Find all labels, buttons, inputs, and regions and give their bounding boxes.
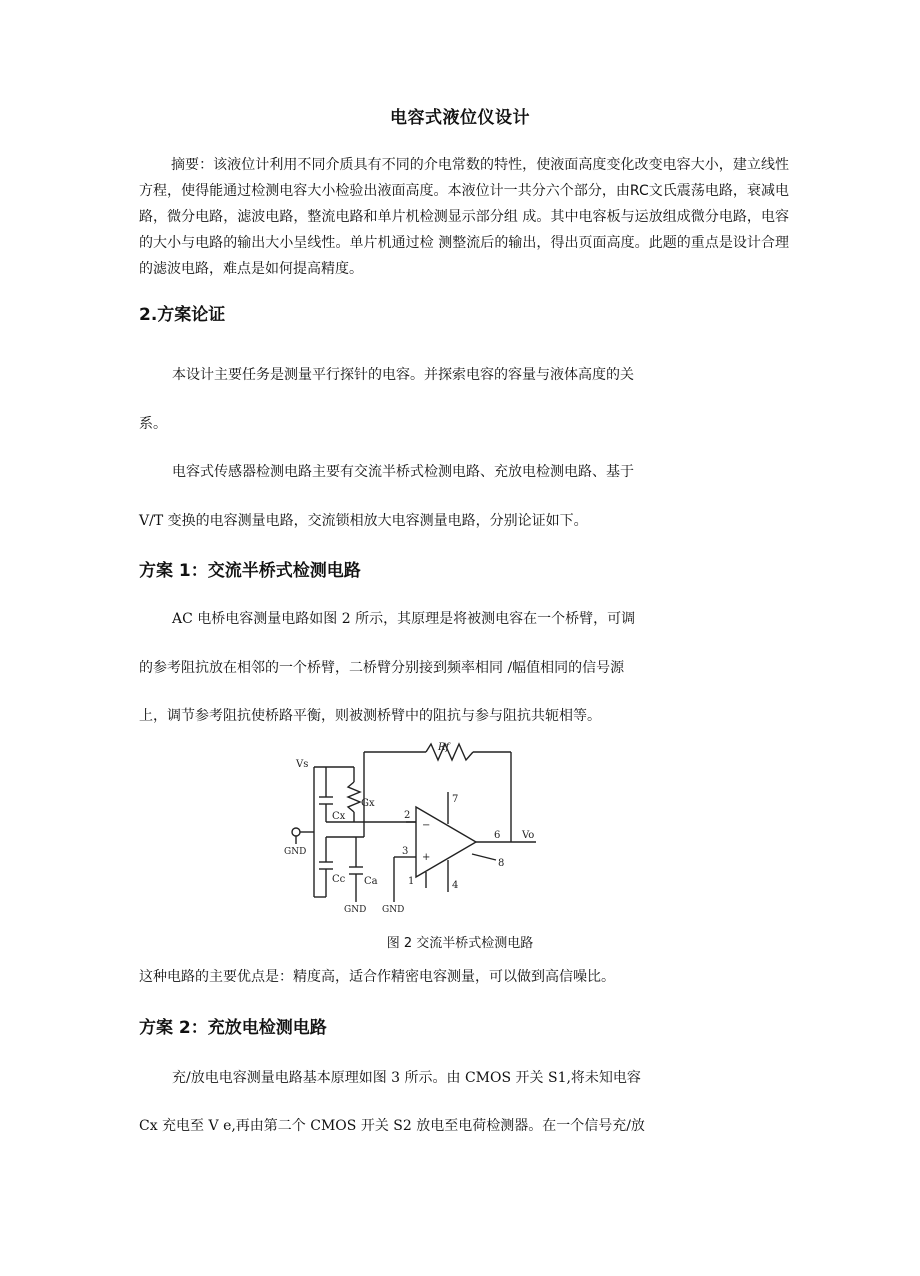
document-title: 电容式液位仪设计 xyxy=(390,108,530,128)
minus-sign: − xyxy=(422,820,431,831)
paragraph-line: 的参考阻抗放在相邻的一个桥臂，二桥臂分别接到频率相同 /幅值相同的信号源 xyxy=(139,660,625,676)
gnd-label: GND xyxy=(284,847,307,857)
pin-label: 3 xyxy=(402,846,409,857)
paragraph-line: AC 电桥电容测量电路如图 2 所示，其原理是将被测电容在一个桥臂，可调 xyxy=(172,611,636,627)
paragraph-line: 这种电路的主要优点是：精度高，适合作精密电容测量，可以做到高信噪比。 xyxy=(139,969,615,985)
paragraph-line: 系。 xyxy=(139,416,167,432)
pin-label: 6 xyxy=(494,830,501,841)
pin-label: 8 xyxy=(498,858,505,869)
plus-sign: + xyxy=(422,852,431,863)
half-bridge-circuit-diagram xyxy=(276,742,566,914)
section-heading: 2.方案论证 xyxy=(139,305,226,325)
paragraph-line: V/T 变换的电容测量电路，交流锁相放大电容测量电路，分别论证如下。 xyxy=(139,513,588,529)
pin-label: 7 xyxy=(452,794,459,805)
vs-label: Vs xyxy=(296,759,309,770)
paragraph-line: Cx 充电至 V e,再由第二个 CMOS 开关 S2 放电至电荷检测器。在一个信号充/放 xyxy=(139,1118,645,1134)
pin-label: 4 xyxy=(452,880,459,891)
scheme2-heading: 方案 2：充放电检测电路 xyxy=(139,1018,327,1038)
pin-label: 1 xyxy=(408,876,415,887)
ca-label: Ca xyxy=(364,876,378,887)
paragraph-line: 本设计主要任务是测量平行探针的电容。并探索电容的容量与液体高度的关 xyxy=(172,367,634,383)
cx-label: Cx xyxy=(332,811,346,822)
abstract-paragraph: 摘要：该液位计利用不同介质具有不同的介电常数的特性，使液面高度变化改变电容大小，建立线性方程，使得能通过检测电容大小检验出液面高度。本液位计一共分六个部分，由RC文氏震荡电路，衰减电路，微分电路，滤波电路，整流电路和单片机检测显示部分组 成。其中电容板与运放组成微分电路，电容的大小与电路的输出大小呈线性。单片机通过检 测整流后的输出，得出页面高度。此题的重点是设计合理的滤波电路，难点是如何提高精度。 xyxy=(139,157,789,277)
paragraph-line: 上，调节参考阻抗使桥路平衡，则被测桥臂中的阻抗与参与阻抗共轭相等。 xyxy=(139,708,601,724)
paragraph-line: 电容式传感器检测电路主要有交流半桥式检测电路、充放电检测电路、基于 xyxy=(172,464,634,480)
cc-label: Cc xyxy=(332,874,346,885)
paragraph-line: 充/放电电容测量电路基本原理如图 3 所示。由 CMOS 开关 S1,将未知电容 xyxy=(172,1070,641,1086)
figure-caption: 图 2 交流半桥式检测电路 xyxy=(386,936,534,951)
pin-label: 2 xyxy=(404,810,411,821)
rf-label: Rf xyxy=(438,742,450,753)
gnd-label: GND xyxy=(344,905,367,914)
scheme1-heading: 方案 1：交流半桥式检测电路 xyxy=(139,561,361,581)
gx-label: Gx xyxy=(361,798,375,809)
vo-label: Vo xyxy=(522,830,535,841)
gnd-label: GND xyxy=(382,905,405,914)
